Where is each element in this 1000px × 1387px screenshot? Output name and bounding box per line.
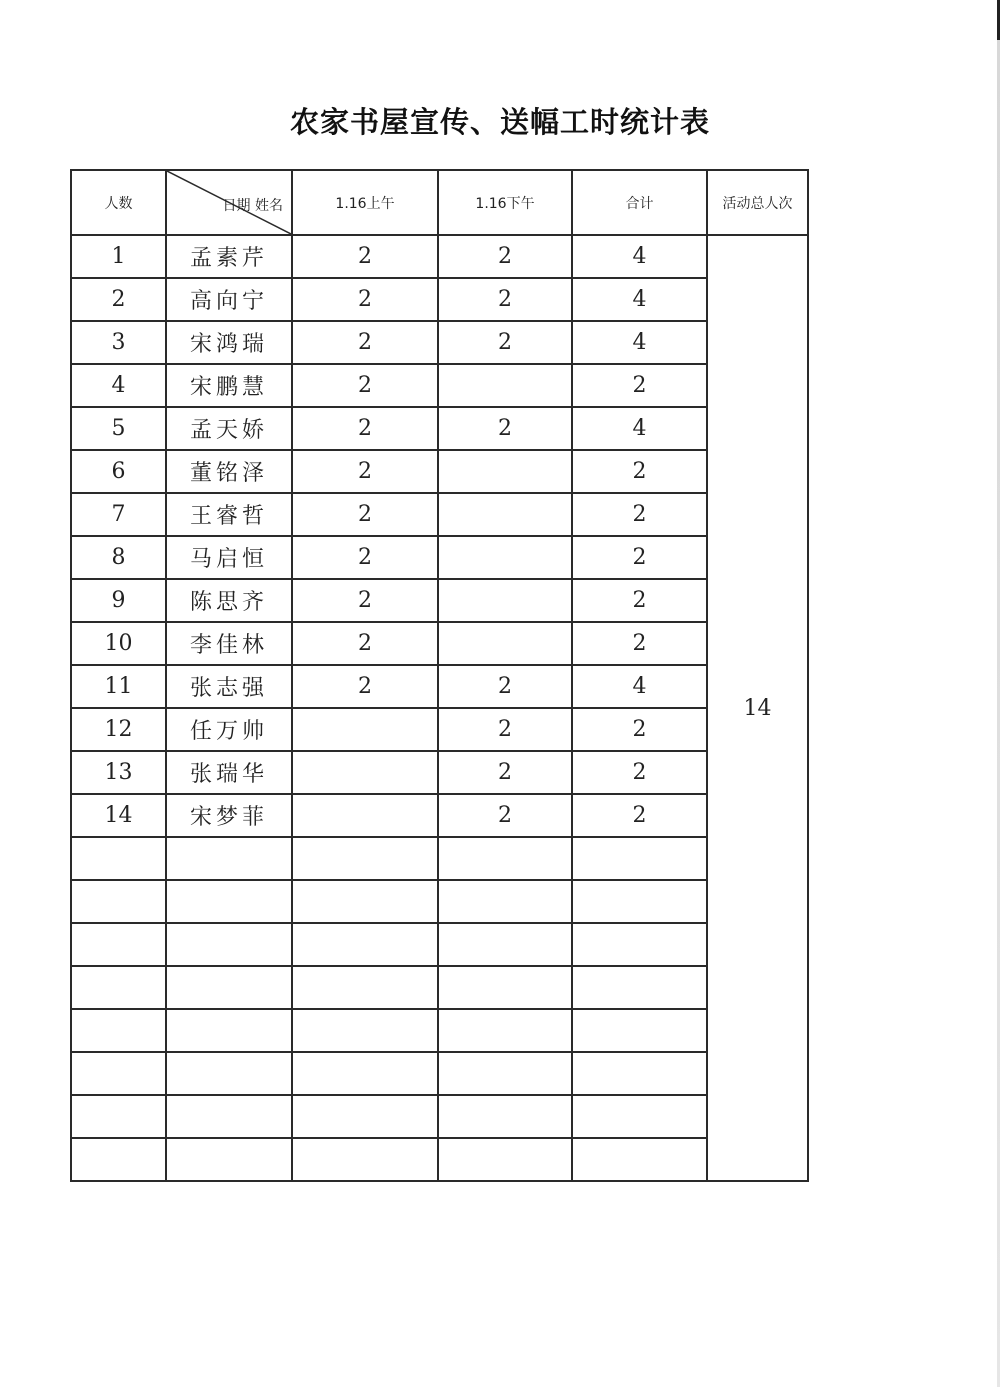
empty-cell xyxy=(166,1052,292,1095)
empty-cell xyxy=(292,1138,438,1181)
row-name: 孟天娇 xyxy=(166,407,292,450)
table-row xyxy=(71,751,808,794)
row-name: 宋鹏慧 xyxy=(166,364,292,407)
row-index: 3 xyxy=(71,321,166,364)
row-name: 马启恒 xyxy=(166,536,292,579)
row-index: 4 xyxy=(71,364,166,407)
empty-row xyxy=(71,880,808,923)
row-total: 2 xyxy=(572,708,707,751)
table-row xyxy=(71,450,808,493)
row-am: 2 xyxy=(292,407,438,450)
header-total: 合计 xyxy=(572,170,707,235)
table-row xyxy=(71,579,808,622)
empty-cell xyxy=(71,1009,166,1052)
empty-cell xyxy=(572,1052,707,1095)
row-total: 4 xyxy=(572,235,707,278)
row-name: 宋梦菲 xyxy=(166,794,292,837)
empty-row xyxy=(71,1052,808,1095)
row-am: 2 xyxy=(292,364,438,407)
row-pm xyxy=(438,364,572,407)
header-pm: 1.16下午 xyxy=(438,170,572,235)
row-pm xyxy=(438,493,572,536)
row-pm: 2 xyxy=(438,235,572,278)
worktime-table xyxy=(70,169,809,1182)
row-name: 张志强 xyxy=(166,665,292,708)
empty-row xyxy=(71,1138,808,1181)
empty-row xyxy=(71,837,808,880)
empty-cell xyxy=(572,880,707,923)
header-activity-total: 活动总人次 xyxy=(707,170,808,235)
row-name: 张瑞华 xyxy=(166,751,292,794)
row-total: 2 xyxy=(572,493,707,536)
row-am: 2 xyxy=(292,579,438,622)
empty-cell xyxy=(438,966,572,1009)
table-row xyxy=(71,665,808,708)
row-index: 1 xyxy=(71,235,166,278)
row-index: 2 xyxy=(71,278,166,321)
table-row xyxy=(71,364,808,407)
table-body xyxy=(71,235,808,1181)
empty-cell xyxy=(71,1138,166,1181)
table-row xyxy=(71,235,808,278)
empty-cell xyxy=(572,1095,707,1138)
empty-cell xyxy=(438,1009,572,1052)
empty-cell xyxy=(166,1138,292,1181)
row-name: 李佳林 xyxy=(166,622,292,665)
row-name: 董铭泽 xyxy=(166,450,292,493)
page-title: 农家书屋宣传、送幅工时统计表 xyxy=(289,105,710,139)
row-pm xyxy=(438,579,572,622)
empty-cell xyxy=(572,1138,707,1181)
row-pm: 2 xyxy=(438,407,572,450)
row-name: 任万帅 xyxy=(166,708,292,751)
row-pm xyxy=(438,450,572,493)
row-pm xyxy=(438,536,572,579)
row-am: 2 xyxy=(292,450,438,493)
empty-row xyxy=(71,1095,808,1138)
table-row xyxy=(71,278,808,321)
empty-cell xyxy=(438,1095,572,1138)
row-index: 14 xyxy=(71,794,166,837)
row-index: 7 xyxy=(71,493,166,536)
row-am: 2 xyxy=(292,278,438,321)
row-am: 2 xyxy=(292,665,438,708)
row-total: 2 xyxy=(572,579,707,622)
empty-cell xyxy=(572,966,707,1009)
row-total: 2 xyxy=(572,622,707,665)
empty-cell xyxy=(572,923,707,966)
row-am xyxy=(292,751,438,794)
empty-cell xyxy=(292,1052,438,1095)
header-date-name-label: 日期 姓名 xyxy=(222,198,283,214)
empty-cell xyxy=(292,966,438,1009)
row-pm xyxy=(438,622,572,665)
row-index: 5 xyxy=(71,407,166,450)
empty-cell xyxy=(292,837,438,880)
table-row xyxy=(71,708,808,751)
empty-cell xyxy=(438,880,572,923)
empty-cell xyxy=(572,1009,707,1052)
row-pm: 2 xyxy=(438,708,572,751)
empty-cell xyxy=(166,923,292,966)
row-pm: 2 xyxy=(438,794,572,837)
row-total: 4 xyxy=(572,278,707,321)
row-am: 2 xyxy=(292,321,438,364)
row-pm: 2 xyxy=(438,278,572,321)
header-row xyxy=(71,170,808,235)
header-index: 人数 xyxy=(71,170,166,235)
row-pm: 2 xyxy=(438,751,572,794)
empty-cell xyxy=(71,923,166,966)
empty-cell xyxy=(438,837,572,880)
row-name: 王睿哲 xyxy=(166,493,292,536)
row-name: 陈思齐 xyxy=(166,579,292,622)
empty-cell xyxy=(71,1095,166,1138)
row-index: 9 xyxy=(71,579,166,622)
empty-cell xyxy=(572,837,707,880)
empty-cell xyxy=(71,837,166,880)
row-pm: 2 xyxy=(438,321,572,364)
row-total: 4 xyxy=(572,407,707,450)
empty-row xyxy=(71,966,808,1009)
empty-row xyxy=(71,923,808,966)
empty-cell xyxy=(292,1009,438,1052)
empty-cell xyxy=(438,923,572,966)
row-pm: 2 xyxy=(438,665,572,708)
row-index: 13 xyxy=(71,751,166,794)
empty-cell xyxy=(166,1009,292,1052)
row-name: 高向宁 xyxy=(166,278,292,321)
table-row xyxy=(71,493,808,536)
row-name: 宋鸿瑞 xyxy=(166,321,292,364)
table-row xyxy=(71,321,808,364)
row-total: 4 xyxy=(572,665,707,708)
empty-cell xyxy=(71,1052,166,1095)
empty-cell xyxy=(292,923,438,966)
row-total: 2 xyxy=(572,794,707,837)
header-am: 1.16上午 xyxy=(292,170,438,235)
row-total: 2 xyxy=(572,450,707,493)
empty-row xyxy=(71,1009,808,1052)
row-total: 2 xyxy=(572,536,707,579)
row-index: 11 xyxy=(71,665,166,708)
empty-cell xyxy=(438,1138,572,1181)
row-total: 4 xyxy=(572,321,707,364)
row-am xyxy=(292,708,438,751)
row-total: 2 xyxy=(572,751,707,794)
empty-cell xyxy=(292,1095,438,1138)
row-am: 2 xyxy=(292,493,438,536)
empty-cell xyxy=(292,880,438,923)
empty-cell xyxy=(71,966,166,1009)
row-am xyxy=(292,794,438,837)
table-row xyxy=(71,622,808,665)
row-index: 6 xyxy=(71,450,166,493)
row-index: 10 xyxy=(71,622,166,665)
row-index: 8 xyxy=(71,536,166,579)
activity-total-value: 14 xyxy=(707,235,808,1181)
header-date-name xyxy=(166,170,292,235)
row-am: 2 xyxy=(292,536,438,579)
empty-cell xyxy=(71,880,166,923)
empty-cell xyxy=(166,966,292,1009)
row-name: 孟素芹 xyxy=(166,235,292,278)
empty-cell xyxy=(166,880,292,923)
table-row xyxy=(71,536,808,579)
table-row xyxy=(71,407,808,450)
empty-cell xyxy=(166,1095,292,1138)
table-row xyxy=(71,794,808,837)
row-index: 12 xyxy=(71,708,166,751)
empty-cell xyxy=(438,1052,572,1095)
row-total: 2 xyxy=(572,364,707,407)
empty-cell xyxy=(166,837,292,880)
row-am: 2 xyxy=(292,622,438,665)
row-am: 2 xyxy=(292,235,438,278)
